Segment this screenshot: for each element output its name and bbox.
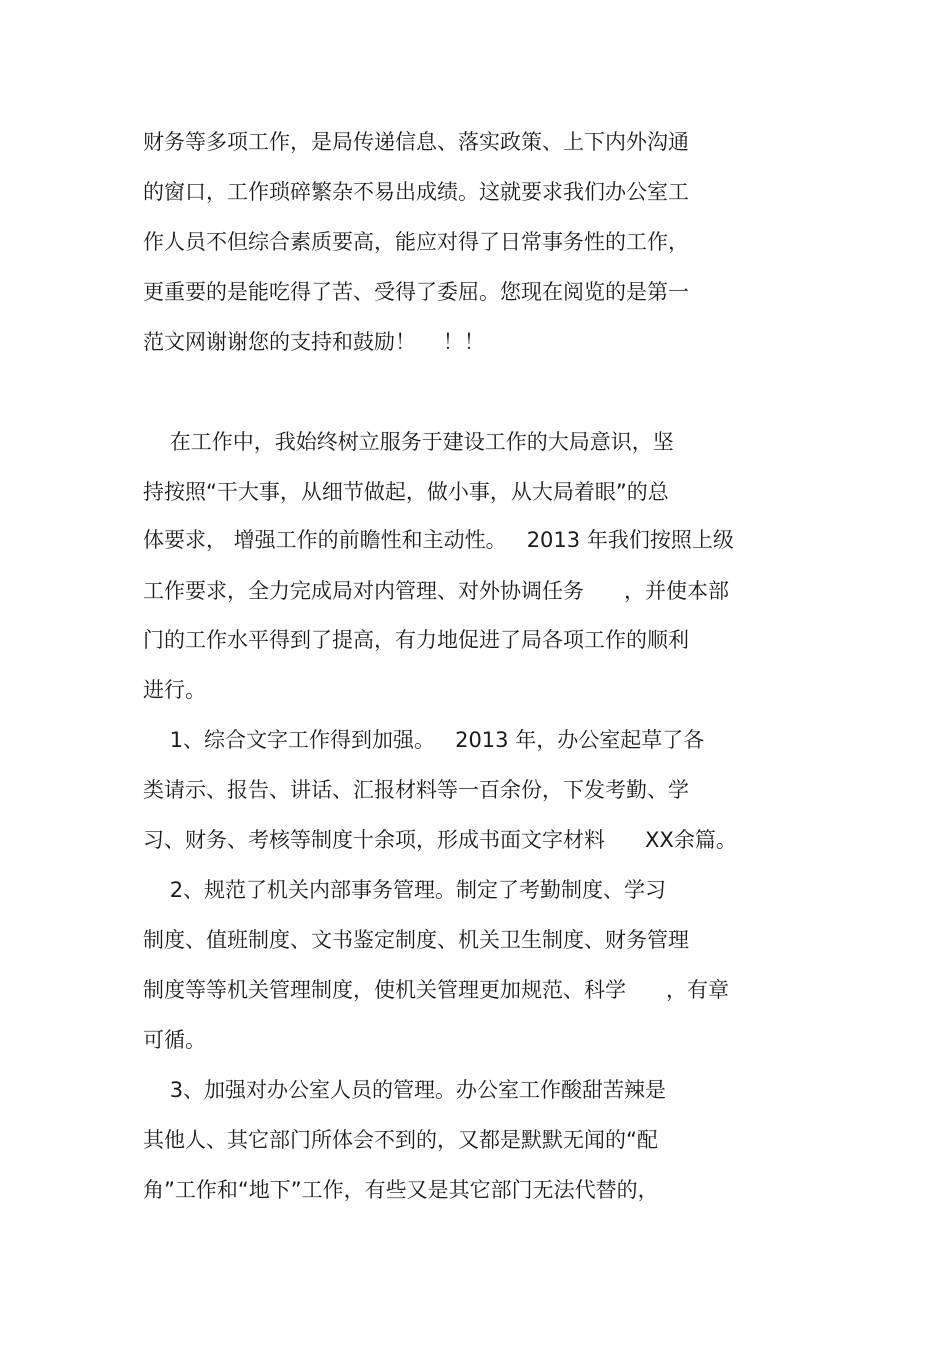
text-line: 3、加强对办公室人员的管理。办公室工作酸甜苦辣是 — [143, 1078, 667, 1102]
text-line: 门的工作水平得到了提高，有力地促进了局各项工作的顺利 — [143, 628, 689, 652]
text-line: 持按照“干大事，从细节做起，做小事，从大局着眼”的总 — [143, 480, 669, 504]
text-line: 角”工作和“地下”工作，有些又是其它部门无法代替的， — [143, 1178, 659, 1202]
text-line: 制度、值班制度、文书鉴定制度、机关卫生制度、财务管理 — [143, 928, 689, 952]
text-line: 类请示、报告、讲话、汇报材料等一百余份，下发考勤、学 — [143, 778, 689, 802]
text-line: 作人员不但综合素质要高，能应对得了日常事务性的工作， — [143, 230, 689, 254]
text-line: 范文网谢谢您的支持和鼓励！ ！！ — [143, 330, 485, 354]
text-line: 1、综合文字工作得到加强。 2013 年，办公室起草了各 — [143, 728, 705, 752]
text-line: 制度等等机关管理制度，使机关管理更加规范、科学 ，有章 — [143, 978, 730, 1002]
text-line: 习、财务、考核等制度十余项，形成书面文字材料 XX余篇。 — [143, 828, 737, 852]
text-line: 进行。 — [143, 678, 206, 702]
text-line: 的窗口，工作琐碎繁杂不易出成绩。这就要求我们办公室工 — [143, 180, 689, 204]
text-line: 更重要的是能吃得了苦、受得了委屈。您现在阅览的是第一 — [143, 280, 689, 304]
text-line: 财务等多项工作，是局传递信息、落实政策、上下内外沟通 — [143, 130, 689, 154]
text-line: 其他人、其它部门所体会不到的，又都是默默无闻的“配 — [143, 1128, 658, 1152]
text-line: 2、规范了机关内部事务管理。制定了考勤制度、学习 — [143, 878, 667, 902]
text-line: 体要求， 增强工作的前瞻性和主动性。 2013 年我们按照上级 — [143, 528, 734, 552]
text-line: 在工作中，我始终树立服务于建设工作的大局意识，坚 — [143, 430, 674, 454]
text-line: 工作要求，全力完成局对内管理、对外协调任务 ，并使本部 — [143, 579, 730, 603]
text-line: 可循。 — [143, 1028, 206, 1052]
